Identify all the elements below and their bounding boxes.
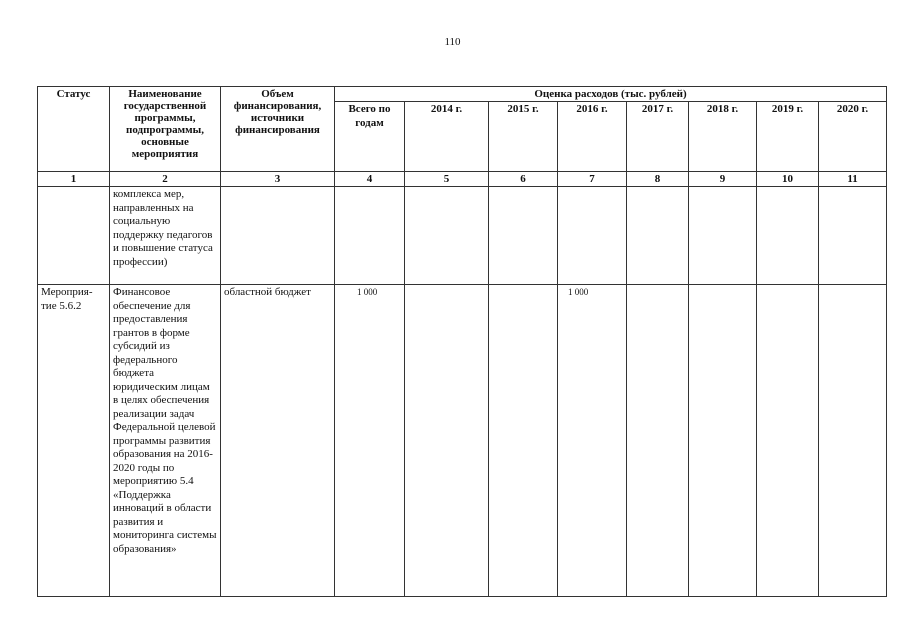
column-number: 6 bbox=[489, 172, 558, 187]
row-2019 bbox=[757, 187, 819, 285]
column-number-row bbox=[38, 172, 887, 187]
page-number: 110 bbox=[444, 36, 461, 48]
column-number: 7 bbox=[558, 172, 627, 187]
row-total: 1 000 bbox=[335, 285, 405, 597]
header-name: Наименование государственной программы, подпрограммы, основные мероприятия bbox=[110, 87, 221, 172]
row-2015 bbox=[489, 187, 558, 285]
budget-table bbox=[37, 86, 887, 597]
column-number: 11 bbox=[819, 172, 887, 187]
row-2017 bbox=[627, 187, 689, 285]
row-2020 bbox=[819, 285, 887, 597]
table-row bbox=[38, 187, 887, 285]
row-2014 bbox=[405, 285, 489, 597]
row-2018 bbox=[689, 285, 757, 597]
row-name: Финансовое обеспечение для предоставления грантов в форме субсидий из федерального бюджета юридическим лицам в целях обеспечения реализации задач Федеральной целевой программы развития образования на 2016-2020 годы по мероприятию 5.4 «Поддержка инноваций в области развития и мониторинга системы образования» bbox=[110, 285, 221, 597]
column-number: 2 bbox=[110, 172, 221, 187]
header-year-2015: 2015 г. bbox=[489, 102, 558, 172]
row-2016: 1 000 bbox=[558, 285, 627, 597]
column-number: 4 bbox=[335, 172, 405, 187]
header-year-2017: 2017 г. bbox=[627, 102, 689, 172]
column-number: 5 bbox=[405, 172, 489, 187]
row-2019 bbox=[757, 285, 819, 597]
header-total: Всего по годам bbox=[335, 102, 405, 172]
row-2018 bbox=[689, 187, 757, 285]
header-estimate: Оценка расходов (тыс. рублей) bbox=[335, 87, 887, 102]
header-year-2016: 2016 г. bbox=[558, 102, 627, 172]
row-2015 bbox=[489, 285, 558, 597]
row-2014 bbox=[405, 187, 489, 285]
column-number: 8 bbox=[627, 172, 689, 187]
row-status bbox=[38, 187, 110, 285]
column-number: 9 bbox=[689, 172, 757, 187]
row-2016 bbox=[558, 187, 627, 285]
header-status: Статус bbox=[38, 87, 110, 172]
row-2017 bbox=[627, 285, 689, 597]
row-2020 bbox=[819, 187, 887, 285]
header-year-2019: 2019 г. bbox=[757, 102, 819, 172]
row-total bbox=[335, 187, 405, 285]
header-year-2020: 2020 г. bbox=[819, 102, 887, 172]
column-number: 1 bbox=[38, 172, 110, 187]
header-volume: Объем финансирования, источники финансирования bbox=[221, 87, 335, 172]
row-source: областной бюджет bbox=[221, 285, 335, 597]
column-number: 10 bbox=[757, 172, 819, 187]
column-number: 3 bbox=[221, 172, 335, 187]
row-status: Мероприя-тие 5.6.2 bbox=[38, 285, 110, 597]
header-year-2018: 2018 г. bbox=[689, 102, 757, 172]
row-name: комплекса мер, направленных на социальную поддержку педагогов и повышение статуса профессии) bbox=[110, 187, 221, 285]
header-year-2014: 2014 г. bbox=[405, 102, 489, 172]
table-row bbox=[38, 285, 887, 597]
row-source bbox=[221, 187, 335, 285]
